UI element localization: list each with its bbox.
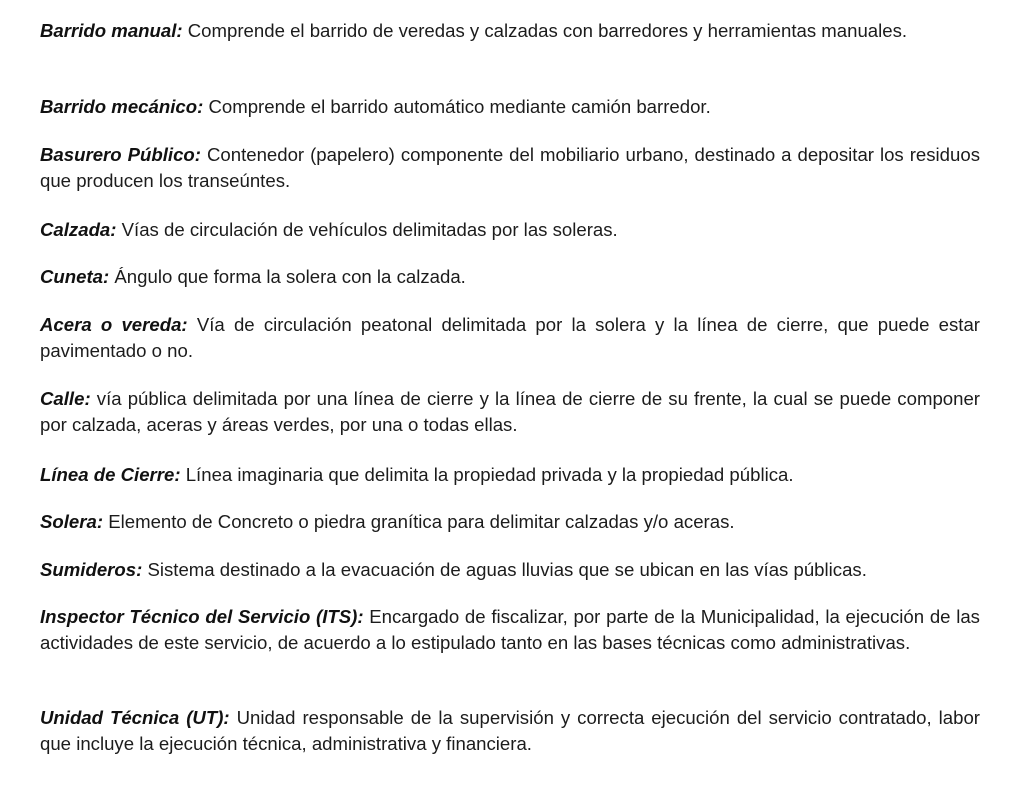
definition-text: Unidad responsable de la supervisión y correcta ejecución del servicio contratado, labor que incluye la ejecución técnica, administrativa y financiera. [40,707,980,754]
definition-text: Ángulo que forma la solera con la calzada. [114,266,466,287]
term-basurero-publico: Basurero Público: [40,144,201,165]
term-solera: Solera: [40,511,104,532]
definition-text: Elemento de Concreto o piedra granítica para delimitar calzadas y/o aceras. [108,511,735,532]
definition-text: Vía de circulación peatonal delimitada por la solera y la línea de cierre, que puede estar pavimentado o no. [40,314,981,361]
term-cuneta: Cuneta: [40,266,110,287]
definition-solera [40,509,980,535]
term-acera-o-vereda: Acera o vereda: [40,314,188,335]
definition-calzada [40,217,980,243]
definition-text: Sistema destinado a la evacuación de aguas lluvias que se ubican en las vías públicas. [147,559,867,580]
term-barrido-mecanico: Barrido mecánico: [40,96,204,117]
definition-barrido-mecanico [40,94,980,120]
definition-text: Línea imaginaria que delimita la propiedad privada y la propiedad pública. [185,464,794,485]
definition-acera-o-vereda [40,312,980,364]
definition-basurero-publico [40,142,980,194]
term-calle: Calle: [40,388,91,409]
definition-inspector-tecnico [40,604,980,656]
term-unidad-tecnica: Unidad Técnica (UT): [40,707,230,728]
term-inspector-tecnico: Inspector Técnico del Servicio (ITS): [40,606,364,627]
term-barrido-manual: Barrido manual: [40,20,183,41]
definition-text: Contenedor (papelero) componente del mobiliario urbano, destinado a depositar los residuos que producen los transeúntes. [40,144,980,191]
definition-cuneta [40,264,980,290]
term-sumideros: Sumideros: [40,559,143,580]
definition-calle [40,386,980,438]
definition-text: Comprende el barrido de veredas y calzadas con barredores y herramientas manuales. [187,20,908,41]
definition-linea-de-cierre [40,462,980,488]
definition-text: Comprende el barrido automático mediante camión barredor. [208,96,711,117]
definition-barrido-manual [40,18,980,44]
definition-text: Encargado de fiscalizar, por parte de la Municipalidad, la ejecución de las actividades de este servicio, de acuerdo a lo estipulado tanto en las bases técnicas como administrativas. [40,606,980,653]
term-linea-de-cierre: Línea de Cierre: [40,464,181,485]
definition-text: vía pública delimitada por una línea de cierre y la línea de cierre de su frente, la cual se puede componer por calzada, aceras y áreas verdes, por una o todas ellas. [40,388,980,435]
term-calzada: Calzada: [40,219,117,240]
definition-text: Vías de circulación de vehículos delimitadas por las soleras. [121,219,618,240]
definition-sumideros [40,557,980,583]
definition-unidad-tecnica [40,705,980,757]
